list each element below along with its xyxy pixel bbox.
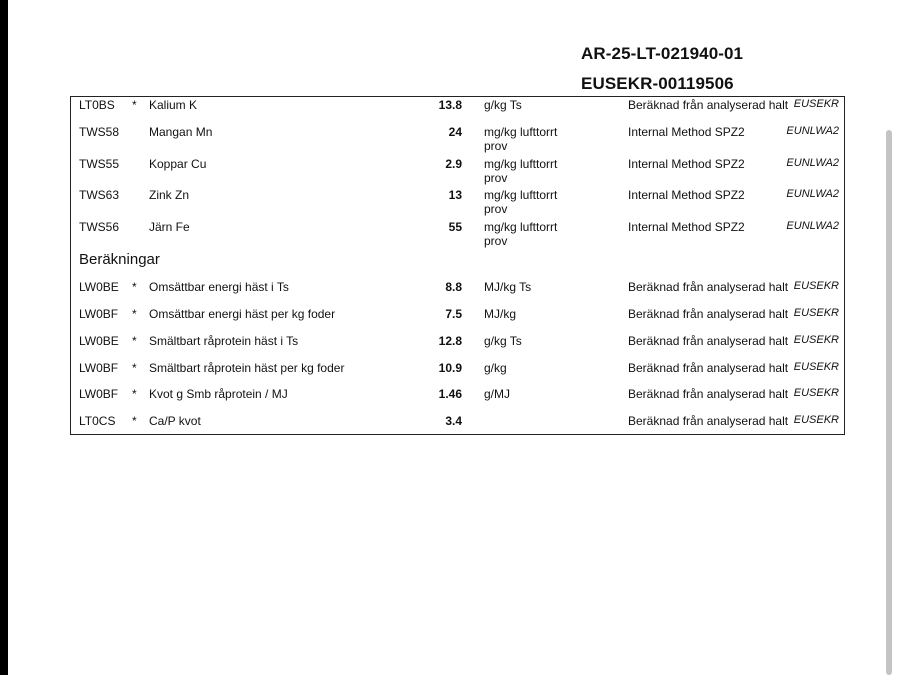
parameter-name: Mangan Mn — [149, 125, 213, 139]
result-unit: mg/kg lufttorrt prov — [484, 188, 558, 216]
analysis-code: LW0BF — [79, 361, 119, 375]
result-value: 8.8 — [445, 280, 462, 294]
parameter-name: Koppar Cu — [149, 157, 207, 171]
accreditation-mark: * — [132, 361, 137, 375]
parameter-name: Omsättbar energi häst i Ts — [149, 280, 289, 294]
analysis-code: LT0CS — [79, 414, 116, 428]
result-value: 1.46 — [438, 387, 462, 401]
accreditation-mark: * — [132, 334, 137, 348]
method-name: Beräknad från analyserad halt — [628, 98, 789, 112]
analysis-code: LW0BE — [79, 334, 119, 348]
result-unit: mg/kg lufttorrt prov — [484, 157, 558, 185]
result-unit: MJ/kg Ts — [484, 280, 532, 294]
result-value: 2.9 — [445, 157, 462, 171]
result-value: 13 — [448, 188, 462, 202]
lab-code: EUSEKR — [793, 414, 839, 426]
method-name: Beräknad från analyserad halt — [628, 334, 789, 348]
lab-code: EUNLWA2 — [786, 157, 839, 169]
result-value: 7.5 — [445, 307, 462, 321]
method-name: Beräknad från analyserad halt — [628, 280, 789, 294]
lab-code: EUNLWA2 — [786, 125, 839, 137]
result-value: 3.4 — [445, 414, 462, 428]
parameter-name: Järn Fe — [149, 220, 190, 234]
parameter-name: Omsättbar energi häst per kg foder — [149, 307, 336, 321]
sample-number: EUSEKR-00119506 — [581, 74, 734, 93]
result-unit: mg/kg lufttorrt prov — [484, 220, 558, 248]
result-value: 12.8 — [438, 334, 462, 348]
result-unit: g/kg Ts — [484, 98, 522, 112]
method-name: Internal Method SPZ2 — [628, 220, 745, 234]
parameter-name: Ca/P kvot — [149, 414, 201, 428]
result-value: 13.8 — [438, 98, 462, 112]
lab-code: EUNLWA2 — [786, 188, 839, 200]
analysis-code: LT0BS — [79, 98, 115, 112]
lab-code: EUNLWA2 — [786, 220, 839, 232]
lab-code: EUSEKR — [793, 334, 839, 346]
lab-code: EUSEKR — [793, 361, 839, 373]
method-name: Beräknad från analyserad halt — [628, 361, 789, 375]
analysis-code: LW0BF — [79, 387, 119, 401]
analysis-code: TWS55 — [79, 157, 120, 171]
accreditation-mark: * — [132, 280, 137, 294]
result-unit: mg/kg lufttorrt prov — [484, 125, 558, 153]
scrollbar-thumb[interactable] — [886, 130, 892, 675]
accreditation-mark: * — [132, 307, 137, 321]
result-value: 55 — [448, 220, 462, 234]
analysis-code: LW0BE — [79, 280, 119, 294]
accreditation-mark: * — [132, 98, 137, 112]
method-name: Internal Method SPZ2 — [628, 125, 745, 139]
method-name: Internal Method SPZ2 — [628, 157, 745, 171]
method-name: Beräknad från analyserad halt — [628, 307, 789, 321]
results-table — [70, 96, 845, 435]
lab-code: EUSEKR — [793, 307, 839, 319]
method-name: Internal Method SPZ2 — [628, 188, 745, 202]
analysis-code: TWS56 — [79, 220, 120, 234]
method-name: Beräknad från analyserad halt — [628, 387, 789, 401]
analysis-code: TWS63 — [79, 188, 120, 202]
lab-code: EUSEKR — [793, 280, 839, 292]
result-unit: g/MJ — [484, 387, 511, 401]
parameter-name: Smältbart råprotein häst i Ts — [149, 334, 299, 348]
parameter-name: Kalium K — [149, 98, 198, 112]
result-unit: g/kg — [484, 361, 507, 375]
result-unit: MJ/kg — [484, 307, 517, 321]
section-title: Beräkningar — [79, 251, 160, 268]
result-unit: g/kg Ts — [484, 334, 522, 348]
result-value: 24 — [448, 125, 462, 139]
parameter-name: Kvot g Smb råprotein / MJ — [149, 387, 288, 401]
method-name: Beräknad från analyserad halt — [628, 414, 789, 428]
analysis-code: TWS58 — [79, 125, 120, 139]
lab-code: EUSEKR — [793, 98, 839, 110]
parameter-name: Smältbart råprotein häst per kg foder — [149, 361, 345, 375]
accreditation-mark: * — [132, 414, 137, 428]
lab-code: EUSEKR — [793, 387, 839, 399]
result-value: 10.9 — [438, 361, 462, 375]
analysis-code: LW0BF — [79, 307, 119, 321]
report-number: AR-25-LT-021940-01 — [581, 44, 744, 63]
parameter-name: Zink Zn — [149, 188, 190, 202]
accreditation-mark: * — [132, 387, 137, 401]
